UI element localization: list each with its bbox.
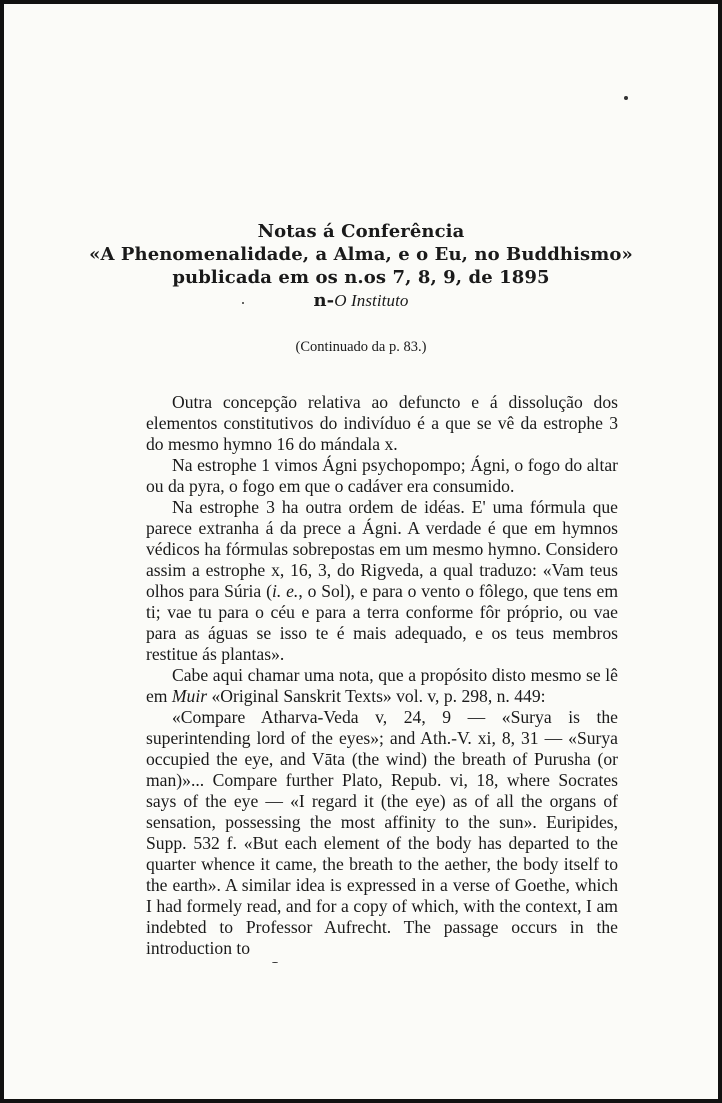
title-block: [4, 220, 718, 312]
paragraph-4: [146, 665, 618, 707]
title-line-4-prefix: n-: [313, 290, 335, 311]
paragraph-1: Outra concepção relativa ao defuncto e á dissolução dos elementos constitutivos do indivíduo é a que se vê da estrophe 3 do mesmo hymno 16 do mándala x.: [146, 392, 618, 454]
paragraph-4-italic-author: Muir: [171, 686, 208, 706]
body-text: [146, 392, 618, 959]
title-line-1: Notas á Conferência: [257, 221, 465, 242]
paragraph-3-text-a: Na estrophe 3 ha outra ordem de idéas. E' uma fórmula que parece extranha á da prece a Ágni. A verdade é que em hymnos védicos ha fórmulas sobrepostas em um mesmo hymno. Considero assim a estrophe x, 16, 3, do Rigveda, a qual traduzo: «Vam teus olhos para Súria (: [146, 497, 618, 601]
speck: [242, 302, 244, 304]
journal-name: O Instituto: [334, 291, 409, 310]
paragraph-3: [146, 497, 618, 665]
continued-note: (Continuado da p. 83.): [295, 339, 427, 355]
paragraph-3-italic: i. e.: [271, 581, 299, 601]
title-line-3: publicada em os n.os 7, 8, 9, de 1895: [172, 267, 550, 288]
paragraph-2: Na estrophe 1 vimos Ágni psychopompo; Ágni, o fogo do altar ou da pyra, o fogo em que o cadáver era consumido.: [146, 455, 618, 496]
title-line-2: «A Phenomenalidade, a Alma, e o Eu, no Buddhismo»: [89, 244, 633, 265]
paragraph-5-quote: «Compare Atharva-Veda v, 24, 9 — «Surya is the superintending lord of the eyes»; and Ath.-V. xi, 8, 31 — «Surya occupied the eye, and Vāta (the wind) the breath of Purusha (or man)»... Compare further Plato, Repub. vi, 18, where Socrates says of the eye — «I regard it (the eye) as of all the organs of sensation, possessing the most affinity to the sun». Euripides, Supp. 532 f. «But each element of the body has departed to the quarter whence it came, the breath to the aether, the body itself to the earth». A similar idea is expressed in a verse of Goethe, which I had formely read, and for a copy of which, with the context, I am indebted to Professor Aufrecht. The passage occurs in the introduction to: [146, 707, 618, 958]
paragraph-4-text-a: Cabe aqui chamar uma nota, que a propósito disto mesmo se lê em: [146, 665, 618, 706]
title-line-4: [4, 289, 718, 312]
paragraph-4-text-b: «Original Sanskrit Texts» vol. v, p. 298, n. 449:: [207, 686, 546, 706]
paragraph-3-text-b: , o Sol), e para o vento o fôlego, que tens em ti; vae tu para o céu e para a terra conforme fôr próprio, ou vae para as águas se isso te é mais adequado, e os teus membros restitue ás plantas».: [146, 581, 618, 664]
speck: [272, 962, 278, 963]
speck: [624, 96, 628, 100]
